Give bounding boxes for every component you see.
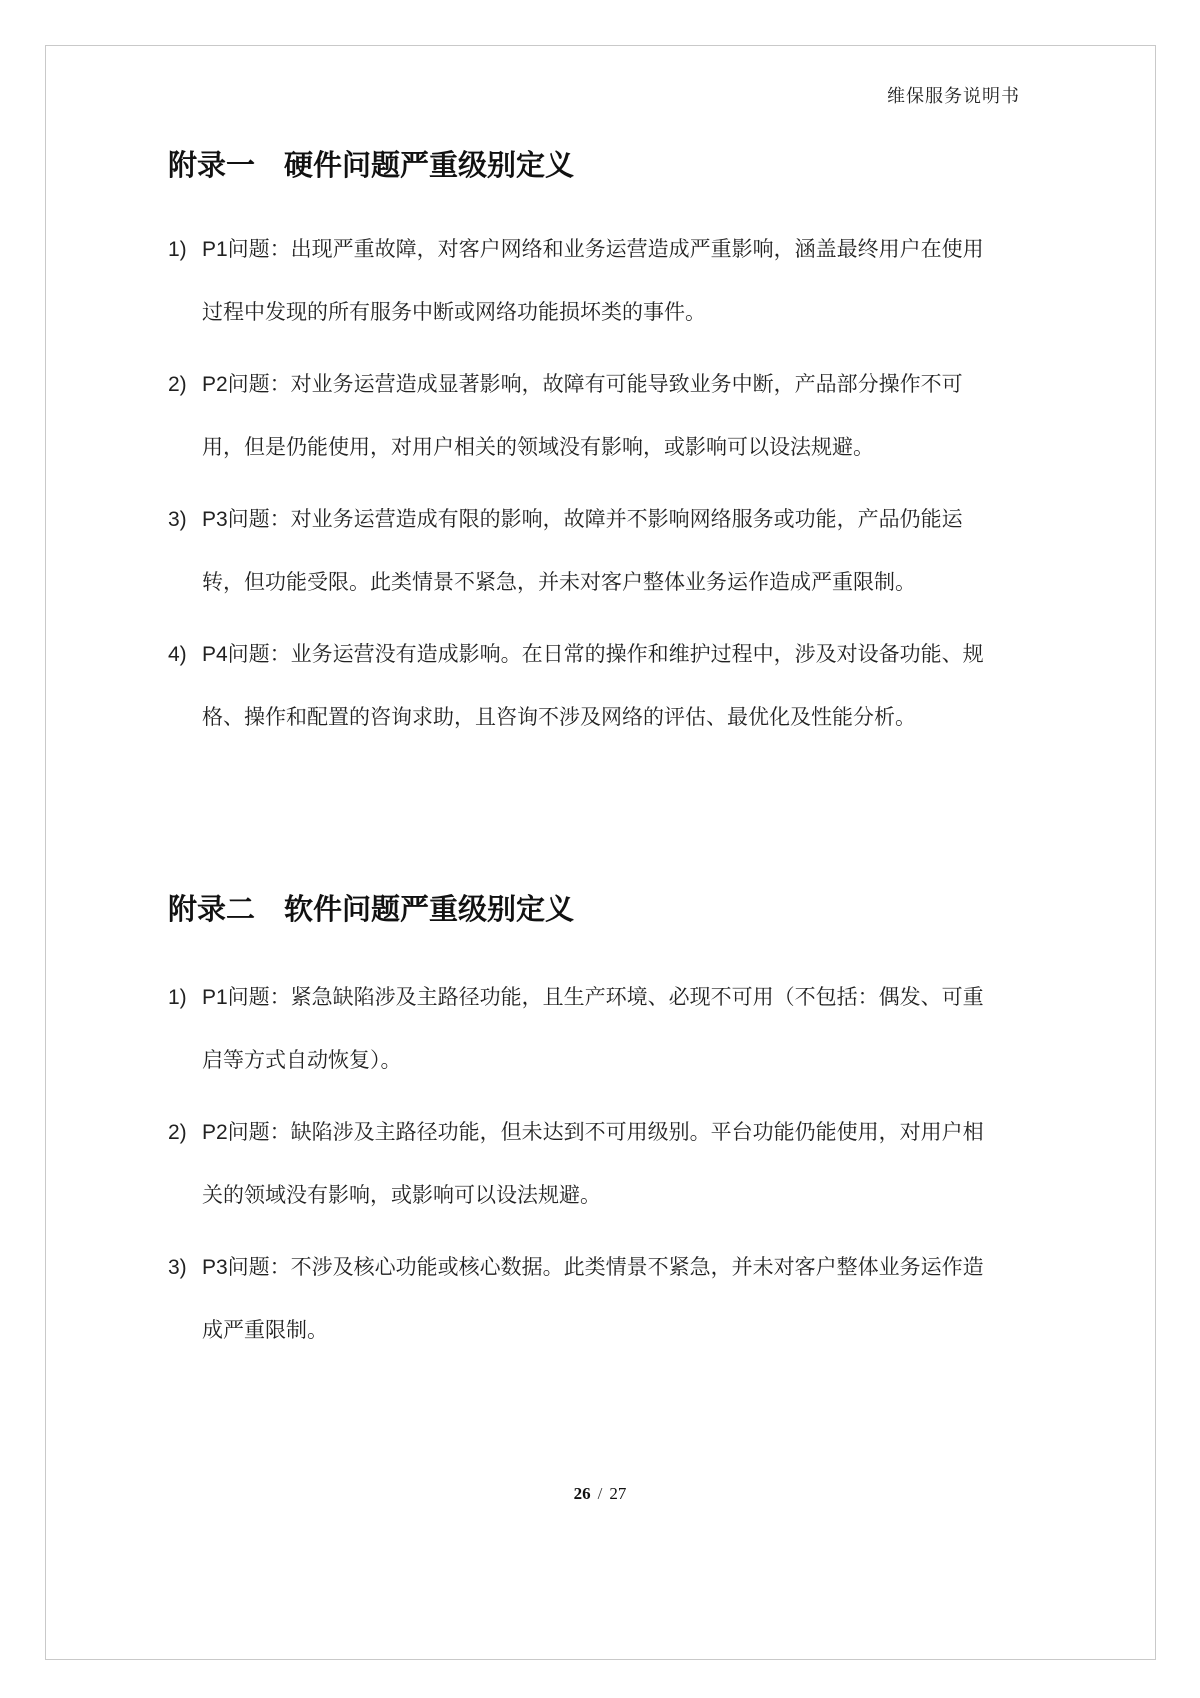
item-text: P2问题：缺陷涉及主路径功能，但未达到不可用级别。平台功能仍能使用，对用户相关的领域没有影响，或影响可以设法规避。 xyxy=(202,1121,984,1207)
item-text: P1问题：紧急缺陷涉及主路径功能，且生产环境、必现不可用（不包括：偶发、可重启等方式自动恢复）。 xyxy=(202,986,984,1072)
item-text: P2问题：对业务运营造成显著影响，故障有可能导致业务中断，产品部分操作不可用，但是仍能使用，对用户相关的领域没有影响，或影响可以设法规避。 xyxy=(202,373,963,459)
page-footer xyxy=(0,1484,1200,1504)
page-number-separator: / xyxy=(597,1484,603,1503)
list-item xyxy=(168,488,988,614)
item-number: 2) xyxy=(168,1121,187,1144)
page-number-total: 27 xyxy=(609,1484,627,1503)
doc-header-title: 维保服务说明书 xyxy=(887,86,1020,106)
page-number-current: 26 xyxy=(573,1484,591,1503)
item-number: 2) xyxy=(168,373,187,396)
section-title-appendix-2: 附录二 软件问题严重级别定义 xyxy=(168,894,575,926)
item-text: P4问题：业务运营没有造成影响。在日常的操作和维护过程中，涉及对设备功能、规格、操作和配置的咨询求助，且咨询不涉及网络的评估、最优化及性能分析。 xyxy=(202,643,984,729)
appendix-1-list xyxy=(168,218,988,758)
item-number: 3) xyxy=(168,1256,187,1279)
item-number: 1) xyxy=(168,238,187,261)
item-number: 4) xyxy=(168,643,187,666)
item-text: P1问题：出现严重故障，对客户网络和业务运营造成严重影响，涵盖最终用户在使用过程中发现的所有服务中断或网络功能损坏类的事件。 xyxy=(202,238,984,324)
list-item xyxy=(168,1101,988,1227)
item-number: 1) xyxy=(168,986,187,1009)
section-title-appendix-1: 附录一 硬件问题严重级别定义 xyxy=(168,150,575,182)
appendix-2-list xyxy=(168,966,988,1371)
list-item xyxy=(168,353,988,479)
item-text: P3问题：不涉及核心功能或核心数据。此类情景不紧急，并未对客户整体业务运作造成严重限制。 xyxy=(202,1256,984,1342)
list-item xyxy=(168,623,988,749)
item-number: 3) xyxy=(168,508,187,531)
list-item xyxy=(168,1236,988,1362)
list-item xyxy=(168,218,988,344)
list-item xyxy=(168,966,988,1092)
item-text: P3问题：对业务运营造成有限的影响，故障并不影响网络服务或功能，产品仍能运转，但功能受限。此类情景不紧急，并未对客户整体业务运作造成严重限制。 xyxy=(202,508,963,594)
